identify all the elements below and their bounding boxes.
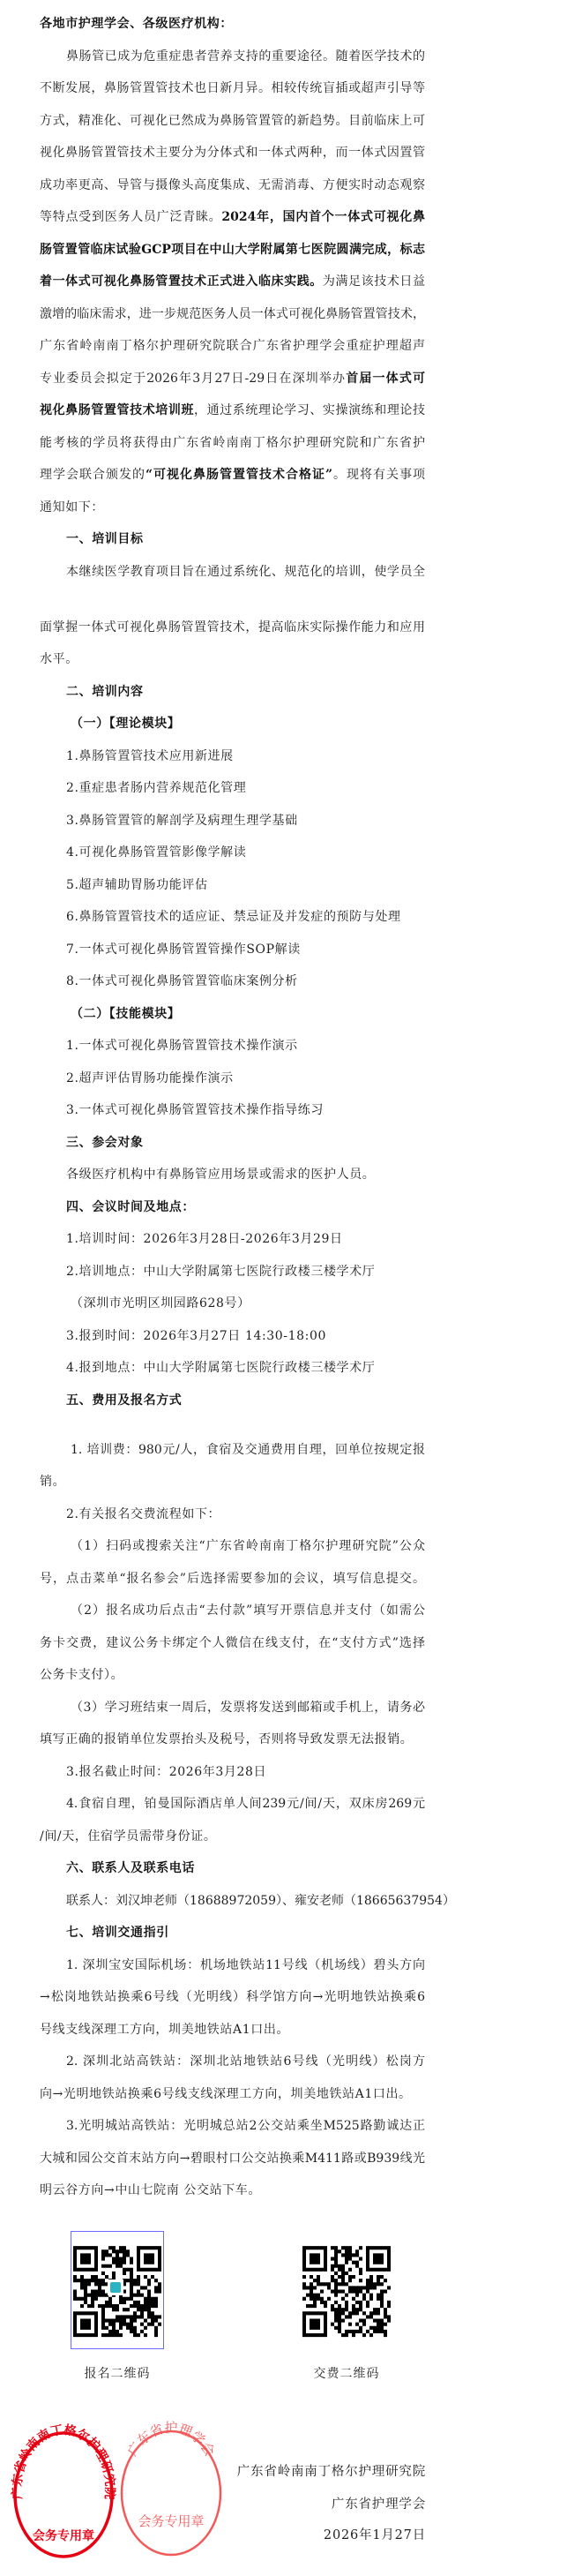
text-line: （1）扫码或搜索关注“广东省岭南南丁格尔护理研究院”公众 (71, 1539, 425, 1553)
text-line: 2. 深圳北站高铁站：深圳北站地铁站6号线（光明线）松岗方 (66, 2054, 425, 2069)
text-line: 广东省岭南南丁格尔护理研究院联合广东省护理学会重症护理超声 (40, 339, 425, 353)
section-heading: 五、费用及报名方式 (66, 1393, 183, 1408)
text-line: 向→光明地铁站换乘6号线支线深理工方向，圳美地铁站A1口出。 (40, 2086, 412, 2101)
text-line: 激增的临床需求，进一步规范医务人员一体式可视化鼻肠管置管技术， (40, 306, 425, 321)
text-line: 大城和园公交首末站方向→碧眼村口公交站换乘M411路或B939线光 (40, 2151, 425, 2166)
svg-text:广东省岭南南丁格尔护理研究院: 广东省岭南南丁格尔护理研究院 (10, 2422, 117, 2500)
text-line: 3.光明城站高铁站：光明城总站2公交站乘坐M525路勤诚达正 (66, 2119, 425, 2133)
module-title: （一）【理论模块】 (71, 717, 181, 731)
address-line: （深圳市光明区圳园路628号） (71, 1296, 250, 1311)
text-segment: ，通过系统理论学习、实操演练和理论技 (194, 403, 426, 417)
section-heading: 六、联系人及联系电话 (66, 1861, 195, 1875)
text-line: /间/天，住宿学员需带身份证。 (40, 1829, 217, 1844)
module-title: （二）【技能模块】 (71, 1006, 181, 1021)
text-line: 销。 (40, 1475, 66, 1489)
text-line: 公务卡支付）。 (40, 1668, 124, 1682)
svg-text:会务专用章: 会务专用章 (138, 2513, 205, 2529)
bold-segment: 视化鼻肠管置管技术培训班 (40, 403, 195, 417)
list-item: 5.超声辅助胃肠功能评估 (66, 877, 208, 892)
list-item: 3.鼻肠管置管的解剖学及病理生理学基础 (66, 813, 298, 828)
qr-code-image (71, 2231, 164, 2349)
list-item: 3.一体式可视化鼻肠管置管技术操作指导练习 (66, 1103, 324, 1117)
list-item: 2.重症患者肠内营养规范化管理 (66, 781, 247, 795)
notice-document (0, 8, 582, 2207)
text-line: 面掌握一体式可视化鼻肠管置管技术，提高临床实际操作能力和应用 (40, 620, 425, 635)
list-item: 4.可视化鼻肠管置管影像学解读 (66, 845, 247, 860)
text-line: 能考核的学员将获得由广东省岭南南丁格尔护理研究院和广东省护 (40, 435, 425, 450)
text-line: 2.有关报名交费流程如下： (66, 1506, 221, 1521)
text-segment: 专业委员会拟定于2026年3月27日-29日在深圳举办 (40, 371, 347, 386)
svg-text:广东省护理学会: 广东省护理学会 (124, 2420, 218, 2460)
text-line: 3.报名截止时间：2026年3月28日 (66, 1764, 267, 1779)
text-line: 肠管置管临床试验GCP项目在中山大学附属第七医院圆满完成，标志 (40, 242, 425, 257)
text-line: 各级医疗机构中有鼻肠管应用场景或需求的医护人员。 (66, 1168, 376, 1182)
list-item: 2.超声评估胃肠功能操作演示 (66, 1070, 234, 1085)
text-line: 务卡交费，建议公务卡绑定个人微信在线支付，在“支付方式”选择 (40, 1635, 425, 1650)
list-item: 1.一体式可视化鼻肠管置管技术操作演示 (66, 1039, 298, 1053)
official-stamps (0, 2418, 229, 2568)
list-item: 6.鼻肠管置管技术的适应证、禁忌证及并发症的预防与处理 (66, 910, 401, 924)
text-line: 方式，精准化、可视化已然成为鼻肠管置管的新趋势。目前临床上可 (40, 113, 425, 128)
text-line: （2）报名成功后点击“去付款”填写开票信息并支付（如需公 (71, 1603, 425, 1618)
section-heading: 二、培训内容 (66, 684, 144, 699)
text-line: 明云谷方向→中山七院南 公交站下车。 (40, 2183, 261, 2197)
text-line (40, 459, 425, 492)
text-line (40, 266, 425, 298)
payment-qr-label: 交费二维码 (313, 2367, 380, 2381)
list-item: 2.培训地点：中山大学附属第七医院行政楼三楼学术厅 (66, 1264, 376, 1279)
text-line: 不断发展，鼻肠管置管技术也日新月异。相较传统盲插或超声引导等 (40, 81, 425, 95)
signature-date: 2026年1月27日 (323, 2528, 426, 2542)
list-item: 7.一体式可视化鼻肠管置管操作SOP解读 (66, 942, 301, 957)
text-line: 4.食宿自理，铂曼国际酒店单人间239元/间/天，双床房269元 (66, 1797, 425, 1811)
text-line (40, 201, 425, 234)
section-heading: 一、培训目标 (66, 532, 144, 546)
text-line: 成功率更高、导管与摄像头高度集成、无需消毒、方便实时动态观察 (40, 177, 425, 192)
section-heading: 七、培训交通指引 (66, 1926, 169, 1940)
bold-segment: 2024年，国内首个一体式可视化鼻 (221, 210, 425, 224)
list-item: 1.鼻肠管置管技术应用新进展 (66, 748, 234, 763)
text-line: 号，点击菜单“报名参会”后选择需要参加的会议，填写信息提交。 (40, 1571, 425, 1586)
payment-qr-code[interactable] (300, 2231, 392, 2349)
text-segment: 。现将有关事项 (332, 468, 426, 482)
text-line: 1. 培训费：980元/人，食宿及交通费用自理，回单位按规定报 (71, 1442, 425, 1457)
text-line: 鼻肠管已成为危重症患者营养支持的重要途径。随着医学技术的 (66, 49, 425, 64)
text-line: 1. 深圳宝安国际机场：机场地铁站11号线（机场线）碧头方向 (66, 1957, 425, 1972)
text-line: 号线支线深理工方向，圳美地铁站A1口出。 (40, 2022, 290, 2037)
text-segment: 等特点受到医务人员广泛青睐。 (40, 210, 222, 224)
bold-segment: 着一体式可视化鼻肠管置技术正式进入临床实践。 (40, 274, 323, 289)
text-line: 水平。 (40, 652, 78, 666)
contact-line: 联系人：刘汉坤老师（18688972059）、雍安老师（18665637954） (66, 1893, 455, 1908)
text-line: 通知如下： (40, 499, 104, 514)
list-item: 8.一体式可视化鼻肠管置管临床案例分析 (66, 974, 298, 988)
list-item: 3.报到时间：2026年3月27日 14:30-18:00 (66, 1328, 326, 1343)
qr-logo-icon (110, 2282, 121, 2293)
text-line: →松岗地铁站换乘6号线（光明线）科学馆方向→光明地铁站换乘6 (40, 1990, 425, 2004)
text-line (40, 394, 425, 427)
text-line: 视化鼻肠管置管技术主要分为分体式和一体式两种，而一体式因置管 (40, 146, 425, 160)
section-heading: 四、会议时间及地点： (66, 1199, 195, 1214)
registration-qr-label: 报名二维码 (84, 2367, 151, 2381)
list-item: 4.报到地点：中山大学附属第七医院行政楼三楼学术厅 (66, 1361, 376, 1375)
text-segment: 理学会联合颁发的 (40, 468, 146, 482)
text-segment: 为满足该技术日益 (322, 274, 426, 289)
bold-segment: “可视化鼻肠管置管技术合格证” (145, 468, 333, 482)
section-heading: 三、参会对象 (66, 1135, 144, 1150)
stamp-nursing-association (122, 2420, 220, 2555)
salutation: 各地市护理学会、各级医疗机构： (40, 17, 233, 31)
signature-org-association: 广东省护理学会 (331, 2497, 426, 2512)
stamp-nightingale-institute (10, 2422, 117, 2557)
text-line (40, 363, 425, 395)
signature-org-institute: 广东省岭南南丁格尔护理研究院 (236, 2465, 426, 2479)
bold-segment: 首届一体式可 (346, 371, 425, 386)
text-line: 本继续医学教育项目旨在通过系统化、规范化的培训，使学员全 (66, 564, 425, 579)
list-item: 1.培训时间：2026年3月28日-2026年3月29日 (66, 1232, 343, 1246)
registration-qr-code[interactable] (71, 2231, 163, 2349)
svg-text:会务专用章: 会务专用章 (33, 2529, 94, 2543)
qr-modules (302, 2246, 391, 2337)
text-line: 填写正确的报销单位发票抬头及税号，否则将导致发票无法报销。 (40, 1732, 414, 1746)
intro-paragraph (0, 41, 582, 524)
qr-code-image (300, 2231, 393, 2349)
text-line: （3）学习班结束一周后，发票将发送到邮箱或手机上，请务必 (71, 1700, 425, 1715)
